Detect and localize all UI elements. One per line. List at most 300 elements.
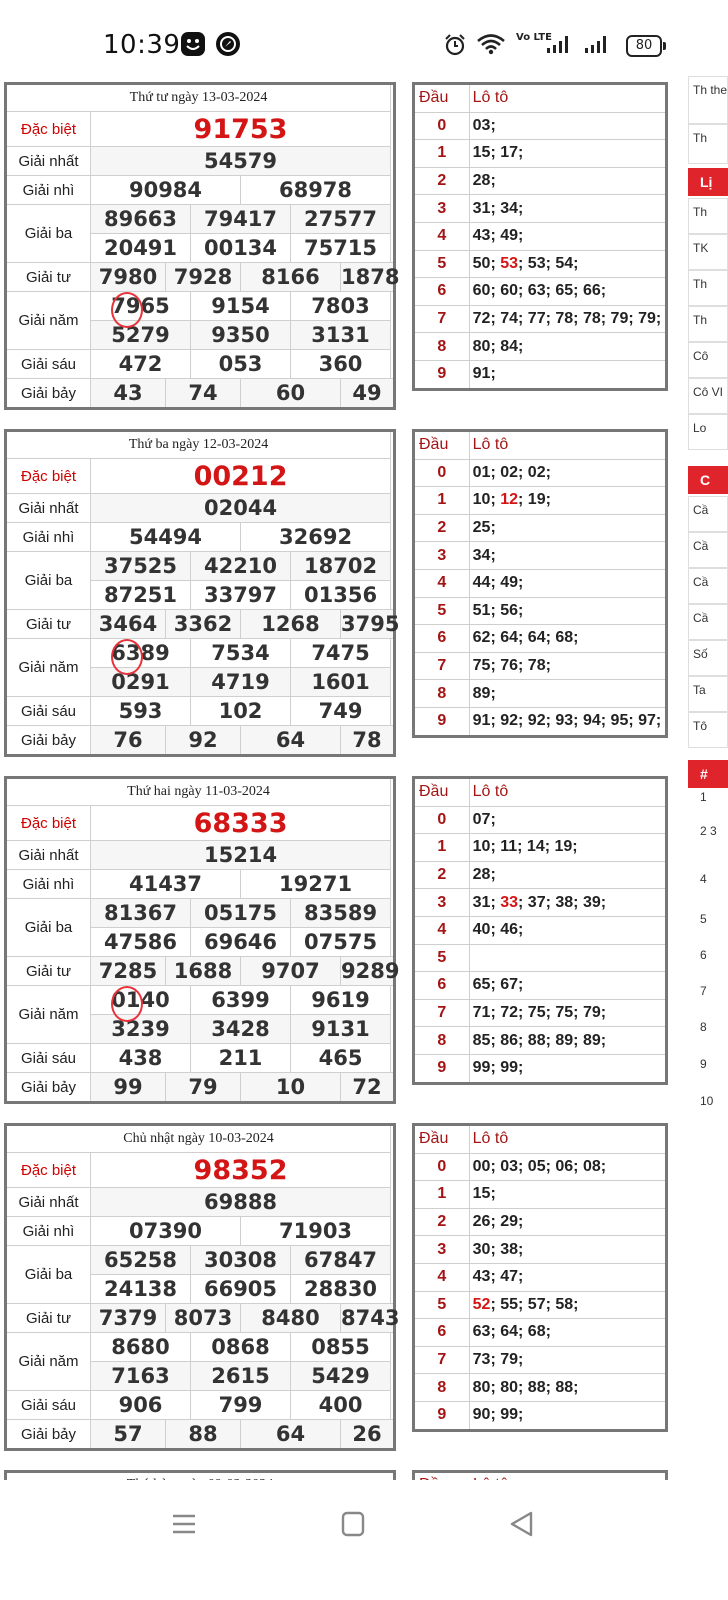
fifth-prize: 7965 <box>91 292 191 321</box>
sidebar-link[interactable]: Th <box>688 198 728 234</box>
loto-number: 38; <box>495 1240 524 1258</box>
wifi-icon <box>476 33 506 55</box>
prize-label: Giải bảy <box>6 1073 91 1103</box>
loto-number: 43; <box>472 227 496 245</box>
second-prize: 54494 <box>91 523 241 552</box>
sidebar-link[interactable]: TK <box>688 234 728 270</box>
third-prize: 83589 <box>291 899 391 928</box>
sixth-prize: 053 <box>191 350 291 379</box>
dau-value: 7 <box>414 305 470 333</box>
loto-number: 79; <box>495 1351 524 1369</box>
fourth-prize: 3362 <box>166 610 241 639</box>
dau-value: 8 <box>414 1027 470 1055</box>
loto-number: 99; <box>472 1059 496 1077</box>
loto-number: 52 <box>472 1295 491 1313</box>
loto-number: 80; <box>472 1378 496 1396</box>
fifth-prize: 5279 <box>91 321 191 350</box>
dau-value: 3 <box>414 542 470 570</box>
dau-value: 2 <box>414 514 470 542</box>
loto-number: 74; <box>495 310 524 328</box>
prize-label: Đặc biệt <box>6 112 91 147</box>
dau-value: 4 <box>414 569 470 597</box>
sidebar-section-header: Lị <box>688 168 728 196</box>
third-prize: 37525 <box>91 552 191 581</box>
fourth-prize: 3464 <box>91 610 166 639</box>
third-prize: 81367 <box>91 899 191 928</box>
loto-number: 86; <box>495 1031 524 1049</box>
sixth-prize: 749 <box>291 697 391 726</box>
loto-number: 67; <box>495 976 524 994</box>
loto-values <box>469 1054 666 1083</box>
loto-number: 34; <box>472 546 496 564</box>
sidebar-number: 7 <box>700 984 707 998</box>
battery-icon: 80 <box>626 35 662 57</box>
dau-value: 9 <box>414 707 470 736</box>
dau-value: 3 <box>414 1236 470 1264</box>
third-prize: 05175 <box>191 899 291 928</box>
fifth-prize: 1601 <box>291 668 391 697</box>
loto-values <box>469 972 666 1000</box>
prize-label: Giải nhì <box>6 523 91 552</box>
prize-label: Giải sáu <box>6 697 91 726</box>
prize-label: Giải năm <box>6 1333 91 1391</box>
loto-values <box>469 834 666 862</box>
loto-table <box>412 776 668 1085</box>
dau-value: 2 <box>414 167 470 195</box>
result-table <box>4 429 400 757</box>
circle-annotation <box>111 639 143 675</box>
dau-value: 7 <box>414 652 470 680</box>
special-prize: 68333 <box>91 806 391 841</box>
sixth-prize: 102 <box>191 697 291 726</box>
loto-header: Lô tô <box>469 778 666 807</box>
third-prize: 33797 <box>191 581 291 610</box>
prize-label: Giải ba <box>6 205 91 263</box>
loto-number: ; 19; <box>518 491 551 509</box>
seventh-prize: 43 <box>91 379 166 409</box>
loto-number: 89; <box>578 1031 607 1049</box>
sidebar-link[interactable]: Cầ <box>688 604 728 640</box>
special-prize: 98352 <box>91 1153 391 1188</box>
loto-number: 76; <box>495 657 524 675</box>
third-prize: 79417 <box>191 205 291 234</box>
loto-table <box>412 1123 668 1432</box>
fifth-prize: 8680 <box>91 1333 191 1362</box>
prize-label: Giải nhất <box>6 841 91 870</box>
third-prize: 67847 <box>291 1246 391 1275</box>
third-prize: 20491 <box>91 234 191 263</box>
dau-value: 6 <box>414 625 470 653</box>
fourth-prize: 7379 <box>91 1304 166 1333</box>
loto-values <box>469 625 666 653</box>
dau-value: 6 <box>414 972 470 1000</box>
sidebar-link[interactable]: Tô <box>688 712 728 748</box>
draw-date: Chủ nhật ngày 10-03-2024 <box>6 1125 391 1153</box>
fifth-prize: 7534 <box>191 639 291 668</box>
dau-value: 8 <box>414 680 470 708</box>
loto-number: 88; <box>550 1378 579 1396</box>
signal-icon <box>546 34 572 54</box>
loto-number: 72; <box>472 310 496 328</box>
loto-number: 78; <box>523 657 551 675</box>
loto-number: 33 <box>495 893 519 911</box>
loto-number: 38; <box>550 893 579 911</box>
second-prize: 90984 <box>91 176 241 205</box>
fifth-prize: 6399 <box>191 986 291 1015</box>
fifth-prize: 0855 <box>291 1333 391 1362</box>
loto-number: 03; <box>472 116 496 134</box>
loto-header: Lô tô <box>469 1125 666 1154</box>
loto-number: ; 53; <box>518 254 551 272</box>
loto-values <box>469 1346 666 1374</box>
seventh-prize: 79 <box>166 1073 241 1103</box>
loto-values <box>469 1401 666 1430</box>
loto-values <box>469 1319 666 1347</box>
fifth-prize: 3428 <box>191 1015 291 1044</box>
loto-values <box>469 167 666 195</box>
loto-number: 97; <box>633 712 662 730</box>
loto-number: 10; <box>472 838 496 856</box>
prize-label: Giải tư <box>6 263 91 292</box>
prize-label: Giải ba <box>6 899 91 957</box>
loto-values <box>469 999 666 1027</box>
loto-values <box>469 916 666 944</box>
fifth-prize: 9350 <box>191 321 291 350</box>
prize-label: Giải tư <box>6 610 91 639</box>
loto-number: 46; <box>495 921 524 939</box>
navigation-bar <box>0 1480 720 1600</box>
loto-number: 19; <box>550 838 578 856</box>
fourth-prize: 7285 <box>91 957 166 986</box>
prize-label: Giải ba <box>6 1246 91 1304</box>
loto-number: 07; <box>472 810 496 828</box>
sidebar-link[interactable]: Cầ <box>688 532 728 568</box>
first-prize: 54579 <box>91 147 391 176</box>
loto-number: 49; <box>495 227 524 245</box>
right-sidebar <box>686 82 728 1480</box>
loto-number: ; 55; <box>490 1295 524 1313</box>
status-bar <box>0 0 720 82</box>
loto-values <box>469 250 666 278</box>
second-prize: 07390 <box>91 1217 241 1246</box>
loto-number: 89; <box>550 1031 579 1049</box>
dau-value: 6 <box>414 1319 470 1347</box>
fifth-prize: 7475 <box>291 639 391 668</box>
status-time: 10:39 <box>103 30 181 60</box>
loto-values <box>469 889 666 917</box>
loto-values <box>469 222 666 250</box>
sidebar-link[interactable]: Cầ <box>688 568 728 604</box>
loto-values <box>469 112 666 140</box>
sidebar-link[interactable]: Th the <box>688 76 728 124</box>
home-icon[interactable] <box>340 1510 366 1538</box>
first-prize: 15214 <box>91 841 391 870</box>
dau-value: 8 <box>414 333 470 361</box>
seventh-prize: 64 <box>241 1420 341 1450</box>
loto-values <box>469 1236 666 1264</box>
sidebar-number: 5 <box>700 912 707 926</box>
sixth-prize: 906 <box>91 1391 191 1420</box>
sixth-prize: 360 <box>291 350 391 379</box>
sidebar-link[interactable]: Cô VI <box>688 378 728 414</box>
loto-number: 63; <box>472 1323 496 1341</box>
loto-values <box>469 305 666 333</box>
loto-values <box>469 1374 666 1402</box>
third-prize: 28830 <box>291 1275 391 1304</box>
fourth-prize: 8073 <box>166 1304 241 1333</box>
fourth-prize: 1878 <box>341 263 395 292</box>
menu-icon[interactable] <box>170 1510 198 1538</box>
dau-value: 9 <box>414 1401 470 1430</box>
loto-values <box>469 597 666 625</box>
dau-value: 2 <box>414 861 470 889</box>
loto-values <box>469 542 666 570</box>
loto-number: 53 <box>495 254 519 272</box>
fourth-prize: 7980 <box>91 263 166 292</box>
loto-number: 15; <box>472 144 496 162</box>
dau-value: 5 <box>414 250 470 278</box>
prize-label: Giải sáu <box>6 350 91 379</box>
loto-number: 84; <box>495 337 524 355</box>
circle-annotation <box>111 292 143 328</box>
dau-value: 0 <box>414 806 470 834</box>
prize-label: Giải sáu <box>6 1391 91 1420</box>
seventh-prize: 76 <box>91 726 166 756</box>
loto-number: 60; <box>472 282 496 300</box>
fifth-prize: 0291 <box>91 668 191 697</box>
loto-number: 28; <box>472 172 496 190</box>
seventh-prize: 78 <box>341 726 395 756</box>
sixth-prize: 400 <box>291 1391 391 1420</box>
fourth-prize: 9289 <box>341 957 395 986</box>
prize-label: Đặc biệt <box>6 1153 91 1188</box>
dau-value: 2 <box>414 1208 470 1236</box>
compass-icon <box>215 31 241 57</box>
third-prize: 00134 <box>191 234 291 263</box>
sidebar-link[interactable]: Ta <box>688 676 728 712</box>
loto-number: 91; <box>472 365 496 383</box>
dau-value: 7 <box>414 1346 470 1374</box>
loto-number: 65; <box>472 976 496 994</box>
sixth-prize: 799 <box>191 1391 291 1420</box>
dau-value: 5 <box>414 944 470 972</box>
loto-number: 85; <box>472 1031 496 1049</box>
dau-value: 5 <box>414 1291 470 1319</box>
seventh-prize: 99 <box>91 1073 166 1103</box>
dau-value: 8 <box>414 1374 470 1402</box>
sidebar-section-header: # <box>688 760 728 788</box>
loto-values <box>469 806 666 834</box>
loto-number: 08; <box>578 1157 607 1175</box>
fourth-prize: 3795 <box>341 610 395 639</box>
loto-number: 80; <box>472 337 496 355</box>
prize-label: Giải bảy <box>6 726 91 756</box>
loto-number: 57; <box>523 1295 551 1313</box>
second-prize: 41437 <box>91 870 241 899</box>
loto-number: 73; <box>472 1351 496 1369</box>
loto-number: 88; <box>523 1378 551 1396</box>
loto-table <box>412 429 668 738</box>
loto-number: ; 37; <box>518 893 551 911</box>
loto-number: 02; <box>495 463 524 481</box>
loto-number: 31; <box>472 199 496 217</box>
loto-number: 14; <box>522 838 551 856</box>
dau-value: 5 <box>414 597 470 625</box>
loto-number: 30; <box>472 1240 496 1258</box>
seventh-prize: 57 <box>91 1420 166 1450</box>
seventh-prize: 49 <box>341 379 395 409</box>
dau-value: 0 <box>414 1153 470 1181</box>
loto-number: 79; <box>633 310 662 328</box>
fifth-prize: 9619 <box>291 986 391 1015</box>
loto-number: 01; <box>472 463 496 481</box>
loto-number: 65; <box>550 282 579 300</box>
loto-number: 99; <box>495 1059 524 1077</box>
loto-number: 72; <box>495 1004 524 1022</box>
prize-label: Giải nhất <box>6 147 91 176</box>
third-prize: 27577 <box>291 205 391 234</box>
loto-number: 58; <box>550 1295 579 1313</box>
sidebar-number: 2 3 <box>700 824 717 838</box>
loto-number: 68; <box>550 629 579 647</box>
prize-label: Giải bảy <box>6 379 91 409</box>
sidebar-link[interactable]: Lo <box>688 414 728 450</box>
fifth-prize: 0868 <box>191 1333 291 1362</box>
fifth-prize: 7163 <box>91 1362 191 1391</box>
loto-number: 26; <box>472 1213 496 1231</box>
loto-number: 31; <box>472 893 496 911</box>
loto-values <box>469 680 666 708</box>
third-prize: 65258 <box>91 1246 191 1275</box>
loto-number: 11; <box>495 838 523 856</box>
dau-value: 0 <box>414 112 470 140</box>
results-content[interactable] <box>0 82 728 1480</box>
sidebar-link[interactable]: Th <box>688 270 728 306</box>
loto-number: 63; <box>523 282 551 300</box>
loto-values <box>469 1027 666 1055</box>
loto-number: 02; <box>523 463 551 481</box>
loto-number: 88; <box>523 1031 551 1049</box>
back-icon[interactable] <box>508 1510 536 1538</box>
loto-values <box>469 195 666 223</box>
prize-label: Đặc biệt <box>6 459 91 494</box>
loto-values <box>469 333 666 361</box>
dau-value: 4 <box>414 222 470 250</box>
fifth-prize: 6389 <box>91 639 191 668</box>
face-icon <box>180 31 206 57</box>
dau-value: 3 <box>414 195 470 223</box>
loto-number: 62; <box>472 629 496 647</box>
loto-values <box>469 1153 666 1181</box>
third-prize: 75715 <box>291 234 391 263</box>
loto-number: 64; <box>523 629 551 647</box>
sidebar-link[interactable]: Cầ <box>688 496 728 532</box>
loto-values <box>469 861 666 889</box>
loto-number: 44; <box>472 574 496 592</box>
sixth-prize: 593 <box>91 697 191 726</box>
seventh-prize: 88 <box>166 1420 241 1450</box>
dau-value: 9 <box>414 360 470 389</box>
third-prize: 07575 <box>291 928 391 957</box>
dau-value: 3 <box>414 889 470 917</box>
loto-number: 51; <box>472 601 496 619</box>
loto-values <box>469 944 666 972</box>
loto-number: 92; <box>523 712 551 730</box>
loto-number: 94; <box>578 712 607 730</box>
loto-number: 75; <box>523 1004 551 1022</box>
draw-date: Thứ tư ngày 13-03-2024 <box>6 84 391 112</box>
sidebar-link[interactable]: Cô <box>688 342 728 378</box>
dau-value: 1 <box>414 834 470 862</box>
third-prize: 89663 <box>91 205 191 234</box>
loto-number: 17; <box>495 144 524 162</box>
third-prize: 30308 <box>191 1246 291 1275</box>
loto-number: 28; <box>472 866 496 884</box>
loto-number: 50; <box>472 254 496 272</box>
seventh-prize: 72 <box>341 1073 395 1103</box>
sidebar-number: 9 <box>700 1057 707 1071</box>
sidebar-number: 6 <box>700 948 707 962</box>
sidebar-link[interactable]: Th <box>688 124 728 164</box>
seventh-prize: 64 <box>241 726 341 756</box>
loto-table <box>412 82 668 391</box>
loto-number: 10; <box>472 491 496 509</box>
prize-label: Giải tư <box>6 1304 91 1333</box>
prize-label: Giải tư <box>6 957 91 986</box>
loto-number: 77; <box>523 310 551 328</box>
loto-number: 68; <box>523 1323 551 1341</box>
loto-values <box>469 569 666 597</box>
second-prize: 68978 <box>241 176 391 205</box>
third-prize: 47586 <box>91 928 191 957</box>
loto-number: 78; <box>550 310 579 328</box>
fourth-prize: 8480 <box>241 1304 341 1333</box>
result-table <box>4 776 400 1104</box>
loto-number: 79; <box>578 1004 607 1022</box>
sidebar-number: 10 <box>700 1094 714 1108</box>
sidebar-link[interactable]: Số <box>688 640 728 676</box>
loto-number: 06; <box>550 1157 579 1175</box>
third-prize: 69646 <box>191 928 291 957</box>
sidebar-link[interactable]: Th <box>688 306 728 342</box>
loto-header: Lô tô <box>469 431 666 460</box>
sixth-prize: 438 <box>91 1044 191 1073</box>
first-prize: 69888 <box>91 1188 391 1217</box>
loto-number: 92; <box>495 712 524 730</box>
signal-icon <box>584 34 610 54</box>
result-table <box>4 1123 400 1451</box>
dau-value: 9 <box>414 1054 470 1083</box>
third-prize: 24138 <box>91 1275 191 1304</box>
sixth-prize: 465 <box>291 1044 391 1073</box>
loto-number: 39; <box>578 893 607 911</box>
loto-number: 93; <box>550 712 579 730</box>
volte-label: Vo LTE <box>516 32 552 43</box>
dau-value: 1 <box>414 487 470 515</box>
loto-header: Lô tô <box>469 84 666 113</box>
third-prize: 87251 <box>91 581 191 610</box>
loto-number: 91; <box>472 712 496 730</box>
third-prize: 42210 <box>191 552 291 581</box>
loto-number: 34; <box>495 199 524 217</box>
fourth-prize: 1268 <box>241 610 341 639</box>
loto-number: 75; <box>472 657 496 675</box>
seventh-prize: 26 <box>341 1420 395 1450</box>
dau-value: 4 <box>414 916 470 944</box>
loto-number: 00; <box>472 1157 496 1175</box>
dau-header: Đầu <box>414 778 470 807</box>
third-prize: 66905 <box>191 1275 291 1304</box>
